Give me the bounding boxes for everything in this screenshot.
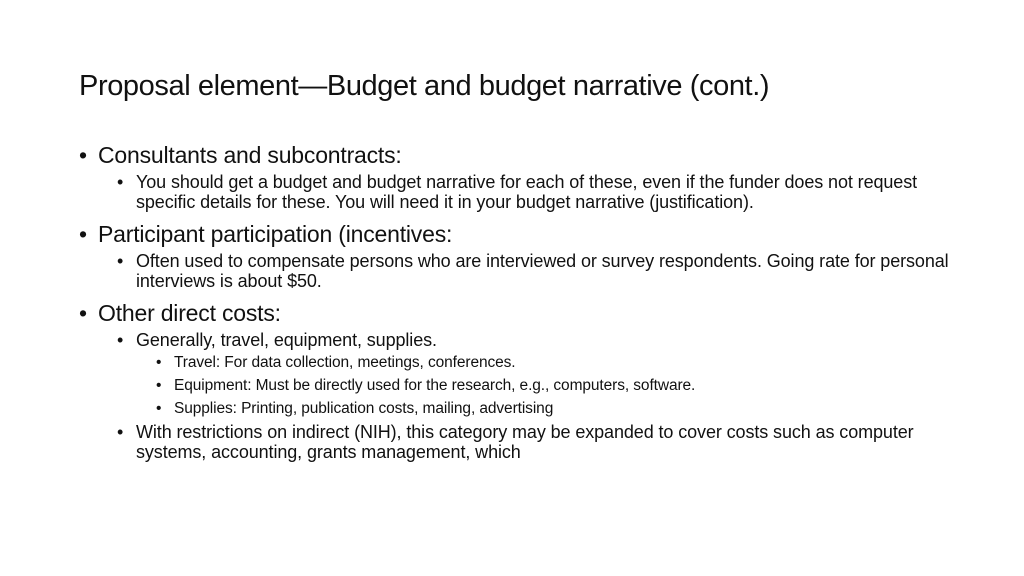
sub-bullet-consultants-detail bbox=[79, 172, 959, 212]
bullet-consultants bbox=[79, 141, 959, 169]
sub-sub-bullet-travel bbox=[79, 353, 959, 373]
bullet-text: You should get a budget and budget narrative for each of these, even if the funder does not request specific details for these. You will need it in your budget narrative (justification). bbox=[136, 172, 918, 212]
sub-sub-bullet-supplies bbox=[79, 399, 959, 419]
bullet-icon: • bbox=[156, 400, 162, 417]
bullet-icon: • bbox=[79, 142, 87, 168]
sub-bullet-incentives-detail bbox=[79, 251, 959, 291]
bullet-text: With restrictions on indirect (NIH), this category may be expanded to cover costs such as computer systems, accounting, grants management, which bbox=[136, 422, 914, 462]
bullet-icon: • bbox=[79, 221, 87, 247]
sub-bullet-indirect-restrictions bbox=[79, 422, 959, 462]
bullet-text: Equipment: Must be directly used for the research, e.g., computers, software. bbox=[174, 377, 696, 394]
bullet-text: Other direct costs: bbox=[98, 300, 281, 326]
bullet-list bbox=[79, 141, 959, 462]
bullet-text: Often used to compensate persons who are interviewed or survey respondents. Going rate for personal interviews is about $50. bbox=[136, 251, 949, 291]
bullet-icon: • bbox=[117, 422, 124, 442]
bullet-icon: • bbox=[117, 330, 124, 350]
bullet-icon: • bbox=[156, 377, 162, 394]
bullet-text: Consultants and subcontracts: bbox=[98, 142, 402, 168]
bullet-icon: • bbox=[79, 300, 87, 326]
bullet-icon: • bbox=[117, 172, 124, 192]
bullet-text: Participant participation (incentives: bbox=[98, 221, 453, 247]
bullet-icon: • bbox=[156, 354, 162, 371]
bullet-text: Travel: For data collection, meetings, conferences. bbox=[174, 354, 516, 371]
bullet-text: Generally, travel, equipment, supplies. bbox=[136, 330, 437, 350]
bullet-participant-incentives bbox=[79, 220, 959, 248]
slide-title: Proposal element—Budget and budget narrative (cont.) bbox=[79, 70, 770, 102]
bullet-other-direct-costs bbox=[79, 299, 959, 327]
sub-sub-bullet-equipment bbox=[79, 376, 959, 396]
bullet-icon: • bbox=[117, 251, 124, 271]
sub-bullet-generally bbox=[79, 330, 959, 350]
bullet-text: Supplies: Printing, publication costs, mailing, advertising bbox=[174, 400, 554, 417]
